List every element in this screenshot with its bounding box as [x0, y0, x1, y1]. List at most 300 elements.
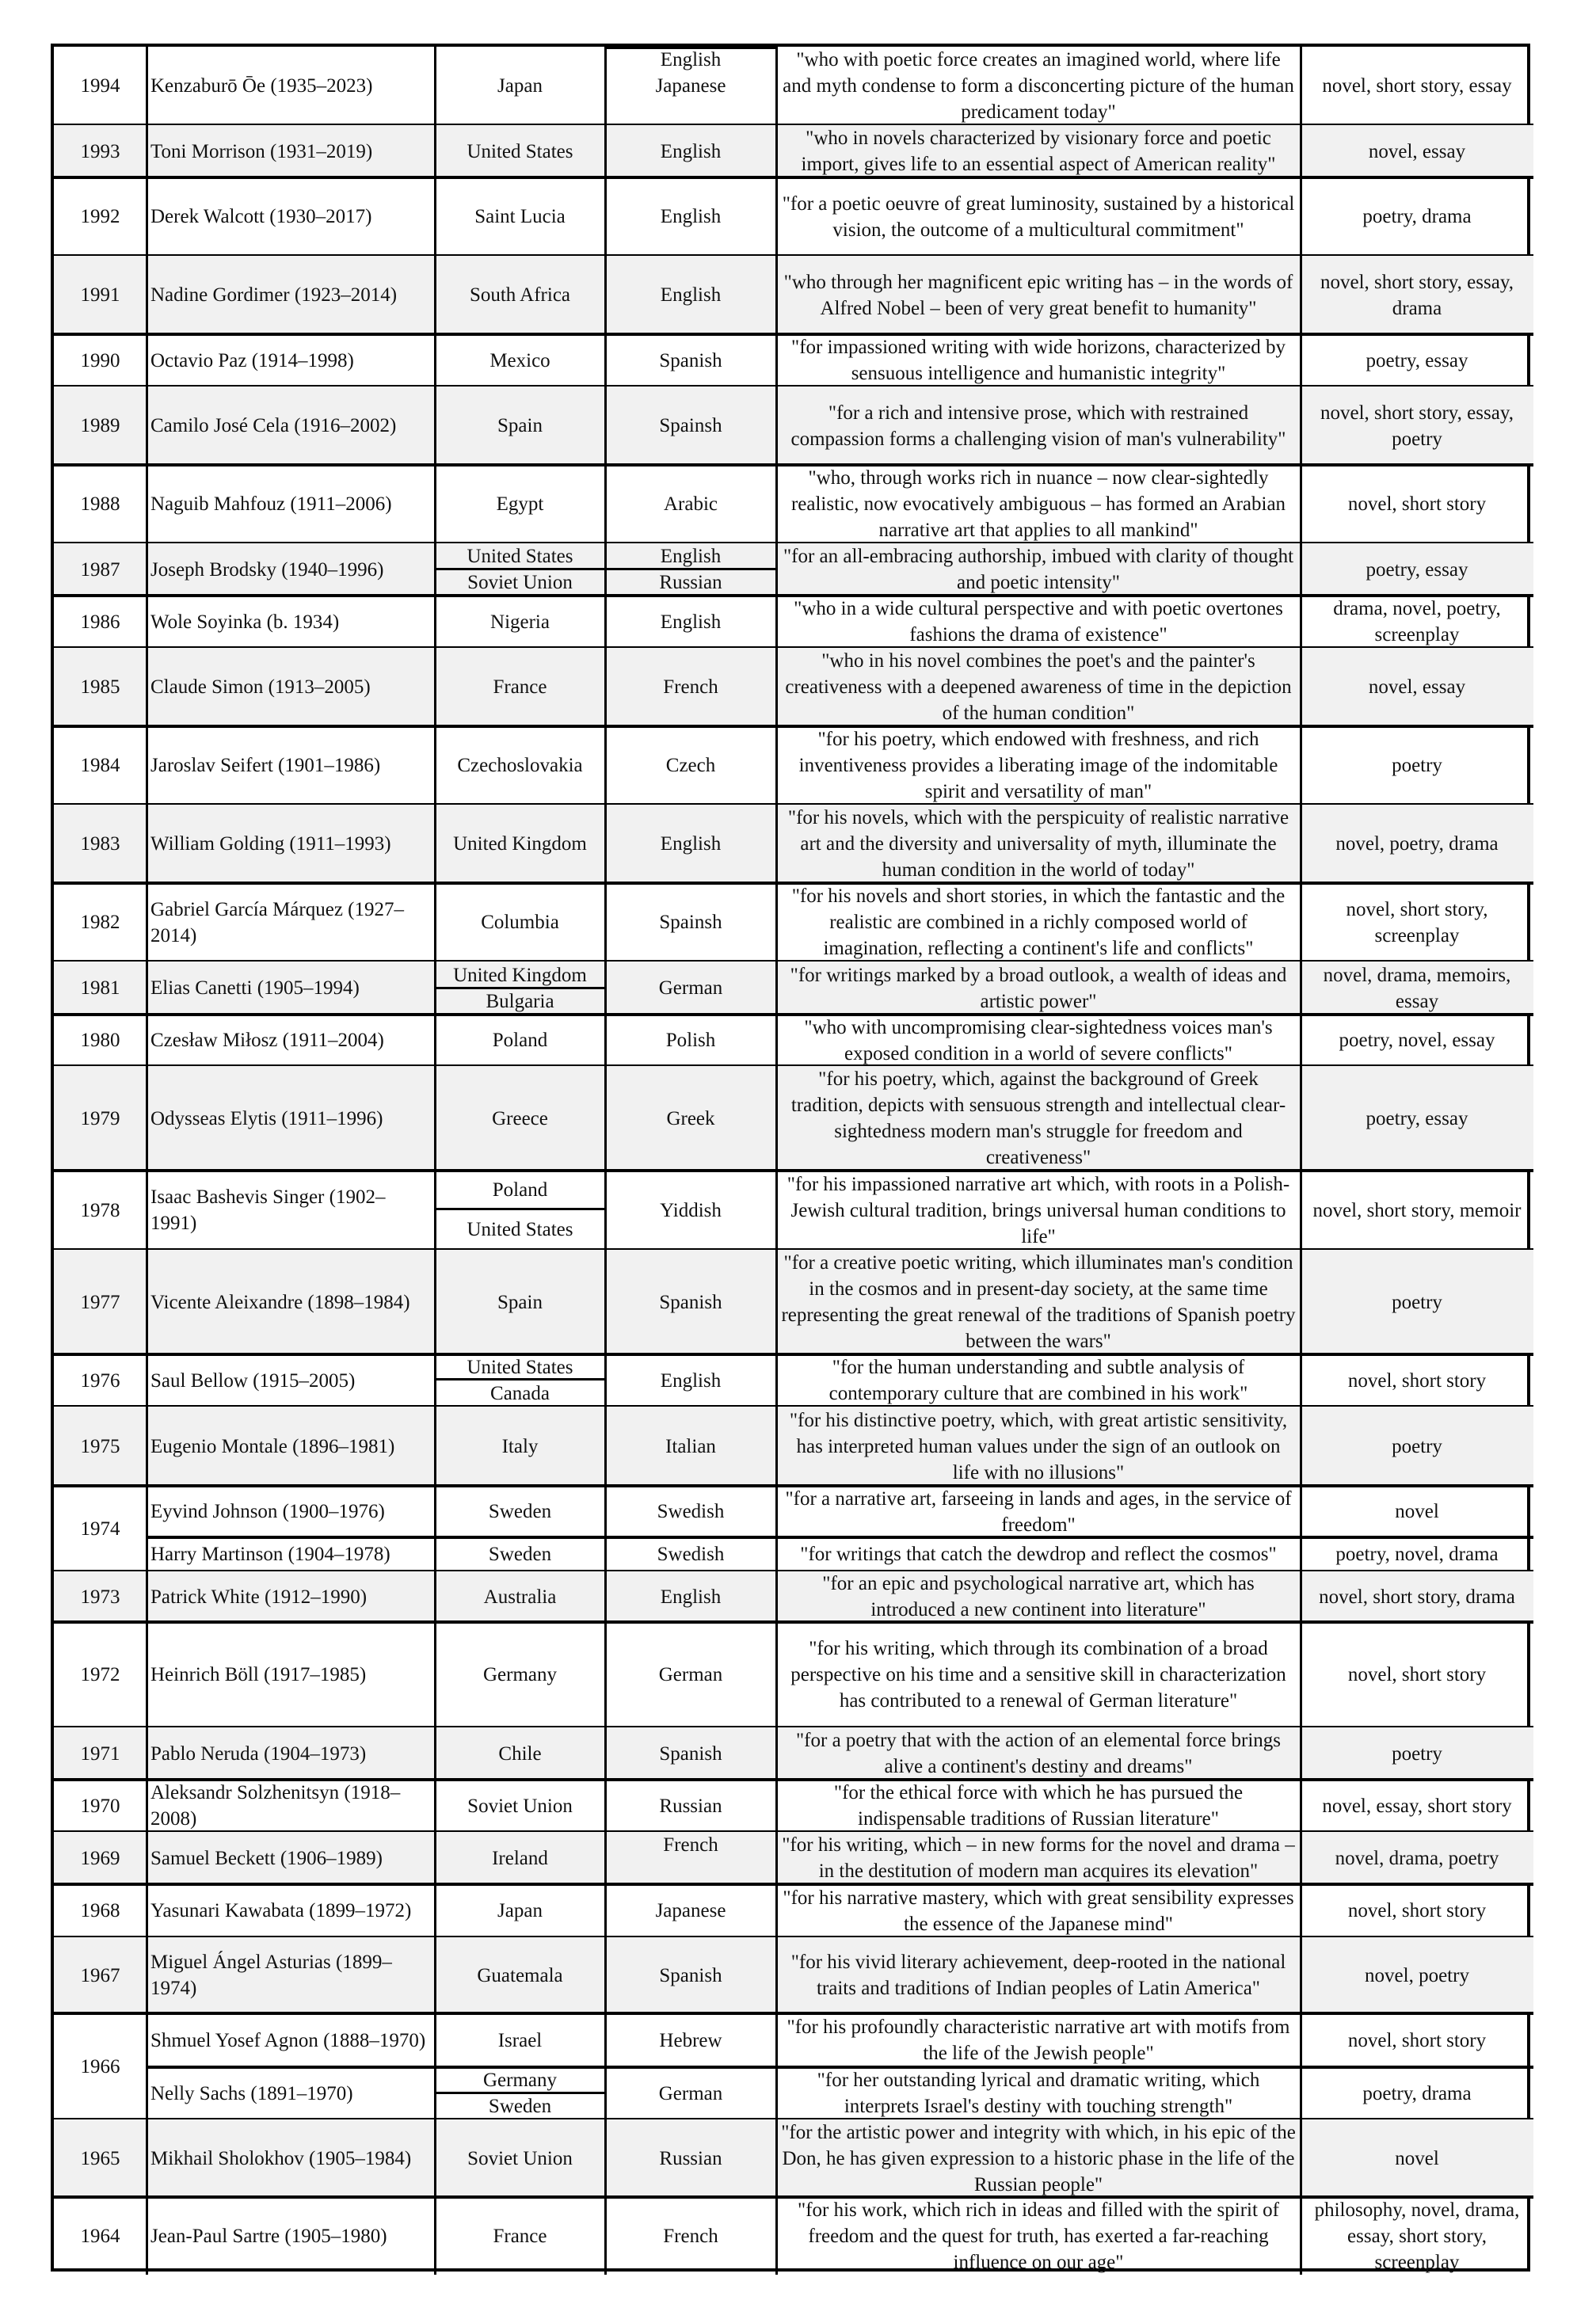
laureate-name [147, 962, 435, 1015]
country-cell-text: Czechoslovakia [457, 755, 583, 776]
citation-cell-text: "who in a wide cultural perspective and with poetic overtones fashions the drama of existence" [794, 598, 1283, 645]
genres-cell-text: novel, short story, essay, drama [1320, 271, 1514, 319]
genres-cell-text: drama, novel, poetry, screenplay [1333, 598, 1501, 645]
citation-cell-text: "for his work, which rich in ideas and filled with the spirit of freedom and the quest for truth, has exerted a far-reaching influence on our age" [798, 2199, 1279, 2273]
language-cell [605, 1937, 776, 2013]
year-cell [54, 596, 147, 648]
country-cell-text: Chile [498, 1742, 542, 1765]
language-cell [605, 1250, 776, 1354]
language-cell-text: French [663, 676, 718, 698]
language-cell-text: French [663, 2225, 718, 2247]
laureate-name-text: Mikhail Sholokhov (1905–1984) [150, 2147, 412, 2169]
country-cell [435, 1380, 605, 1407]
laureate-name-text: Yasunari Kawabata (1899–1972) [150, 1900, 412, 1921]
citation-cell-text: "for his poetry, which endowed with freshness, and rich inventiveness provides a liberating image of the indomitable spirit and versatility of man" [798, 729, 1278, 802]
language-cell [605, 1407, 776, 1486]
country-cell-text: Columbia [481, 912, 559, 933]
genres-cell [1301, 125, 1533, 177]
genres-cell [1301, 1622, 1533, 1727]
country-cell [435, 1066, 605, 1171]
laureate-name [147, 1537, 435, 1571]
year-cell-text: 1978 [80, 1199, 120, 1221]
genres-cell-text: poetry, essay [1366, 558, 1468, 581]
citation-cell [776, 1832, 1301, 1884]
language-cell [605, 805, 776, 883]
year-cell-text: 1992 [80, 206, 120, 227]
citation-cell-text: "for the artistic power and integrity with which, in his epic of the Don, he has given expression to a historic phase in the life of the Russian people" [781, 2121, 1296, 2195]
year-cell [54, 2119, 147, 2197]
country-cell-text: Bulgaria [486, 991, 554, 1012]
year-cell-text: 1985 [80, 676, 120, 698]
country-cell [435, 256, 605, 334]
country-cell [435, 1407, 605, 1486]
country-cell-text: Japan [497, 1900, 543, 1921]
country-cell-text: United States [467, 140, 573, 162]
language-cell [605, 1780, 776, 1832]
citation-cell [776, 1780, 1301, 1832]
laureate-name [147, 2067, 435, 2119]
genres-cell-text: novel, short story [1347, 1369, 1487, 1392]
country-cell [435, 883, 605, 962]
laureate-name [147, 2013, 435, 2067]
language-cell [605, 256, 776, 334]
citation-cell [776, 465, 1301, 543]
country-cell-text: Poland [492, 1030, 548, 1051]
citation-cell [776, 256, 1301, 334]
laureate-name [147, 47, 435, 125]
citation-cell-text: "for impassioned writing with wide horizons, characterized by sensuous intelligence and humanistic integrity" [791, 337, 1286, 384]
laureate-name [147, 125, 435, 177]
laureate-name [147, 648, 435, 726]
country-cell-text: Spain [497, 1291, 543, 1313]
genres-cell [1301, 1727, 1533, 1780]
citation-cell-text: "for his novels and short stories, in which the fantastic and the realistic are combined in a richly composed world of imagination, reflecting a continent's life and conflicts" [791, 885, 1286, 959]
genres-cell-text: poetry [1392, 1742, 1442, 1765]
language-cell-text: Russian [659, 572, 722, 593]
year-cell [54, 1066, 147, 1171]
genres-cell-text: poetry [1392, 1435, 1442, 1457]
genres-cell [1301, 543, 1533, 596]
citation-cell [776, 334, 1301, 387]
citation-cell-text: "for a poetic oeuvre of great luminosity, sustained by a historical vision, the outcome of a multicultural commitment" [782, 192, 1295, 241]
country-cell [435, 1250, 605, 1354]
year-cell [54, 1937, 147, 2013]
citation-cell [776, 1884, 1301, 1937]
laureate-name [147, 543, 435, 596]
genres-cell [1301, 2197, 1533, 2275]
year-cell-text: 1976 [80, 1369, 120, 1392]
genres-cell-text: poetry, essay [1366, 1107, 1468, 1129]
language-cell-text: English [660, 206, 722, 227]
country-cell-text: Poland [492, 1179, 548, 1201]
year-cell [54, 1250, 147, 1354]
citation-cell [776, 962, 1301, 1015]
genres-cell-text: novel, short story [1347, 1664, 1487, 1685]
row-divider [605, 47, 776, 49]
year-cell-text: 1974 [80, 1518, 120, 1540]
laureate-name-text: Aleksandr Solzhenitsyn (1918–2008) [150, 1782, 401, 1830]
citation-cell [776, 1486, 1301, 1537]
genres-cell-text: poetry, drama [1362, 206, 1472, 227]
citation-cell-text: "for her outstanding lyrical and dramatic writing, which interprets Israel's destiny with touching strength" [817, 2070, 1260, 2117]
genres-cell-text: novel, short story, essay, poetry [1320, 402, 1514, 450]
country-cell [435, 1832, 605, 1884]
language-cell-text: Spainsh [659, 415, 722, 436]
laureate-name-text: Shmuel Yosef Agnon (1888–1970) [150, 2029, 426, 2051]
year-cell-text: 1993 [80, 140, 120, 162]
language-cell-text: English [660, 1369, 722, 1392]
citation-cell-text: "for an all-embracing authorship, imbued with clarity of thought and poetic intensity" [783, 546, 1294, 593]
country-cell [435, 47, 605, 125]
citation-cell [776, 177, 1301, 256]
laureate-name [147, 334, 435, 387]
country-cell-text: Australia [483, 1586, 557, 1608]
laureate-name [147, 387, 435, 465]
laureate-name [147, 726, 435, 805]
year-cell [54, 334, 147, 387]
laureate-name-text: Claude Simon (1913–2005) [150, 676, 371, 698]
year-cell-text: 1977 [80, 1291, 120, 1313]
citation-cell [776, 2067, 1301, 2119]
year-cell [54, 1015, 147, 1066]
language-cell [605, 1571, 776, 1622]
laureate-name-text: Camilo José Cela (1916–2002) [150, 415, 397, 436]
laureate-name-text: Nelly Sachs (1891–1970) [150, 2082, 353, 2104]
citation-cell [776, 1622, 1301, 1727]
citation-cell-text: "for his narrative mastery, which with great sensibility expresses the essence of the Japanese mind" [783, 1887, 1294, 1935]
country-cell [435, 2013, 605, 2067]
laureate-name-text: Octavio Paz (1914–1998) [150, 349, 354, 371]
laureate-name-text: Eugenio Montale (1896–1981) [150, 1435, 395, 1457]
country-cell-text: Guatemala [477, 1964, 563, 1986]
country-cell [435, 1537, 605, 1571]
genres-cell-text: novel, short story, memoir [1312, 1199, 1522, 1221]
citation-cell [776, 805, 1301, 883]
language-cell [605, 962, 776, 1015]
genres-cell [1301, 726, 1533, 805]
country-cell [435, 805, 605, 883]
language-cell [605, 334, 776, 387]
citation-cell-text: "for writings marked by a broad outlook, a wealth of ideas and artistic power" [790, 964, 1287, 1012]
year-cell-text: 1986 [80, 611, 120, 633]
laureate-name [147, 596, 435, 648]
laureate-name-text: Derek Walcott (1930–2017) [150, 206, 372, 227]
genres-cell [1301, 805, 1533, 883]
year-cell-text: 1983 [80, 833, 120, 855]
laureate-name [147, 1937, 435, 2013]
language-cell-text: Arabic [663, 493, 718, 515]
year-cell [54, 726, 147, 805]
genres-cell [1301, 1250, 1533, 1354]
genres-cell [1301, 177, 1533, 256]
year-cell [54, 1780, 147, 1832]
genres-cell-text: novel, poetry [1365, 1964, 1469, 1986]
genres-cell [1301, 1407, 1533, 1486]
laureate-name [147, 1015, 435, 1066]
year-cell-text: 1975 [80, 1435, 120, 1457]
language-cell-text: Russian [659, 2147, 722, 2169]
genres-cell [1301, 2119, 1533, 2197]
genres-cell-text: novel, short story [1347, 2029, 1487, 2051]
year-cell-text: 1972 [80, 1664, 120, 1685]
year-cell [54, 125, 147, 177]
citation-cell [776, 1727, 1301, 1780]
language-cell [605, 2013, 776, 2067]
country-cell-text: Spain [497, 415, 543, 436]
country-cell-text: United States [467, 1356, 573, 1378]
citation-cell [776, 726, 1301, 805]
country-cell-text: Soviet Union [467, 2147, 573, 2169]
genres-cell [1301, 256, 1533, 334]
citation-cell-text: "for a creative poetic writing, which illuminates man's condition in the cosmos and in present-day society, at the same time representing the great renewal of the traditions of Spanish poetry between the wars" [781, 1252, 1296, 1352]
citation-cell [776, 596, 1301, 648]
country-cell [435, 2093, 605, 2119]
genres-cell [1301, 1354, 1533, 1407]
laureate-name [147, 2197, 435, 2275]
country-cell-text: Italy [501, 1435, 539, 1457]
laureate-name [147, 1884, 435, 1937]
year-cell-text: 1980 [80, 1030, 120, 1051]
laureate-name [147, 883, 435, 962]
column-divider [604, 47, 607, 2275]
laureate-name-text: Gabriel García Márquez (1927–2014) [150, 898, 404, 946]
year-cell [54, 1354, 147, 1407]
year-cell [54, 1571, 147, 1622]
genres-cell-text: poetry [1392, 755, 1442, 776]
language-cell-text: Spanish [659, 1964, 722, 1986]
country-cell-text: Egypt [496, 493, 544, 515]
year-cell [54, 1832, 147, 1884]
laureate-name [147, 1571, 435, 1622]
country-cell [435, 648, 605, 726]
genres-cell [1301, 2013, 1533, 2067]
genres-cell [1301, 962, 1533, 1015]
country-cell [435, 1209, 605, 1250]
laureate-name-text: Eyvind Johnson (1900–1976) [150, 1501, 385, 1522]
language-cell [605, 1884, 776, 1937]
country-cell [435, 2067, 605, 2093]
year-cell-text: 1968 [80, 1900, 120, 1921]
genres-cell-text: novel, short story, essay [1322, 75, 1512, 97]
country-cell [435, 1727, 605, 1780]
language-cell-text: Spainsh [659, 912, 722, 933]
country-cell [435, 2197, 605, 2275]
year-cell [54, 1884, 147, 1937]
laureate-name [147, 1066, 435, 1171]
laureate-name-text: Harry Martinson (1904–1978) [150, 1544, 390, 1565]
language-cell [605, 1171, 776, 1250]
genres-cell [1301, 47, 1533, 125]
language-cell-text: English [660, 1586, 722, 1608]
country-cell-text: Ireland [492, 1847, 548, 1869]
year-cell [54, 177, 147, 256]
language-cell [605, 387, 776, 465]
country-cell-text: Nigeria [490, 611, 550, 633]
year-cell [54, 1171, 147, 1250]
genres-cell-text: novel, essay, short story [1322, 1795, 1512, 1817]
citation-cell-text: "for his distinctive poetry, which, with great artistic sensitivity, has interpreted human values under the sign of an outlook on life with no illusions" [789, 1409, 1288, 1483]
genres-cell [1301, 334, 1533, 387]
year-cell-text: 1981 [80, 977, 120, 999]
language-cell [605, 2197, 776, 2275]
country-cell-text: South Africa [469, 284, 571, 306]
genres-cell-text: novel, drama, poetry [1335, 1847, 1499, 1869]
country-cell [435, 726, 605, 805]
language-cell-text: German [658, 977, 723, 999]
year-cell-text: 1982 [80, 912, 120, 933]
citation-cell [776, 543, 1301, 596]
year-cell [54, 387, 147, 465]
country-cell-text: United States [467, 546, 573, 567]
citation-cell-text: "for the human understanding and subtle analysis of contemporary culture that are combined in his work" [828, 1357, 1248, 1404]
citation-cell [776, 2197, 1301, 2275]
country-cell [435, 2119, 605, 2197]
year-cell-text: 1973 [80, 1586, 120, 1608]
citation-cell [776, 1015, 1301, 1066]
year-cell [54, 1486, 147, 1571]
language-cell-text: Swedish [657, 1544, 725, 1565]
language-cell [605, 2119, 776, 2197]
language-cell [605, 125, 776, 177]
genres-cell [1301, 1780, 1533, 1832]
genres-cell-text: novel, short story [1347, 493, 1487, 515]
genres-cell-text: novel, poetry, drama [1335, 833, 1499, 855]
country-cell-text: France [493, 676, 547, 698]
language-cell [605, 1622, 776, 1727]
country-cell-text: Soviet Union [467, 572, 573, 593]
country-cell-text: Soviet Union [467, 1795, 573, 1817]
country-cell-text: France [493, 2225, 547, 2247]
language-cell [605, 1486, 776, 1537]
laureate-name [147, 1780, 435, 1832]
genres-cell [1301, 883, 1533, 962]
citation-cell [776, 125, 1301, 177]
year-cell [54, 465, 147, 543]
laureate-name-text: Heinrich Böll (1917–1985) [150, 1664, 367, 1685]
country-cell-text: United Kingdom [453, 964, 587, 986]
language-cell [605, 648, 776, 726]
citation-cell-text: "for his novels, which with the perspicuity of realistic narrative art and the diversity and universality of myth, illuminate the human condition in the world of today" [787, 807, 1289, 881]
laureate-name [147, 1486, 435, 1537]
language-cell-text: French [663, 1834, 718, 1856]
row-divider [435, 1208, 605, 1210]
genres-cell [1301, 1171, 1533, 1250]
language-cell [605, 465, 776, 543]
language-cell-text: Italian [665, 1435, 716, 1457]
country-cell-text: Israel [497, 2029, 543, 2051]
citation-cell [776, 1571, 1301, 1622]
language-cell-text: Spanish [659, 1742, 722, 1765]
country-cell [435, 1622, 605, 1727]
language-cell-text: Japanese [655, 1900, 726, 1921]
language-cell-text: English [660, 833, 722, 855]
country-cell-text: Germany [482, 1664, 558, 1685]
genres-cell-text: novel, essay [1368, 140, 1466, 162]
country-cell [435, 543, 605, 569]
language-cell-text: Japanese [655, 75, 726, 97]
language-cell [605, 726, 776, 805]
citation-cell-text: "for an epic and psychological narrative art, which has introduced a new continent into literature" [822, 1573, 1255, 1620]
citation-cell [776, 883, 1301, 962]
language-cell-text: English [660, 546, 722, 567]
genres-cell [1301, 387, 1533, 465]
country-cell [435, 1780, 605, 1832]
language-cell-text: Greek [666, 1107, 715, 1129]
genres-cell-text: poetry, essay [1366, 349, 1468, 371]
year-cell-text: 1991 [80, 284, 120, 306]
year-cell [54, 2013, 147, 2119]
genres-cell-text: novel, short story, drama [1319, 1586, 1515, 1608]
citation-cell-text: "who in his novel combines the poet's and the painter's creativeness with a deepened awareness of time in the depiction of the human condition" [785, 650, 1292, 724]
year-cell [54, 1727, 147, 1780]
laureate-name-text: Jaroslav Seifert (1901–1986) [150, 755, 381, 776]
genres-cell-text: novel [1395, 2147, 1439, 2169]
citation-cell [776, 1250, 1301, 1354]
year-cell [54, 962, 147, 1015]
genres-cell [1301, 465, 1533, 543]
language-cell-text: English [660, 284, 722, 306]
laureate-name [147, 1171, 435, 1250]
year-cell [54, 648, 147, 726]
laureate-name-text: Elias Canetti (1905–1994) [150, 977, 360, 999]
country-cell [435, 465, 605, 543]
country-cell [435, 387, 605, 465]
country-cell [435, 569, 605, 596]
country-cell-text: Sweden [488, 1501, 552, 1522]
year-cell [54, 543, 147, 596]
year-cell [54, 256, 147, 334]
laureate-name-text: Naguib Mahfouz (1911–2006) [150, 493, 392, 515]
citation-cell-text: "who with poetic force creates an imagined world, where life and myth condense to form a disconcerting picture of the human predicament today" [783, 49, 1294, 123]
country-cell-text: United Kingdom [453, 833, 587, 855]
genres-cell [1301, 1066, 1533, 1171]
citation-cell-text: "for his writing, which through its combination of a broad perspective on his time and a sensitive skill in characterization has contributed to a renewal of German literature" [790, 1638, 1286, 1712]
citation-cell-text: "for a narrative art, farseeing in lands and ages, in the service of freedom" [785, 1487, 1292, 1536]
language-cell-text: Hebrew [659, 2029, 722, 2051]
year-cell-text: 1967 [80, 1964, 120, 1986]
language-cell-text: Spanish [659, 349, 722, 371]
year-cell [54, 2197, 147, 2275]
language-cell-text: Czech [665, 755, 716, 776]
laureate-name [147, 1250, 435, 1354]
language-cell-text: English [660, 611, 722, 633]
language-cell [605, 47, 776, 73]
laureate-name-text: William Golding (1911–1993) [150, 833, 391, 855]
citation-cell-text: "for his impassioned narrative art which, with roots in a Polish-Jewish cultural tradition, brings universal human conditions to life" [787, 1173, 1290, 1247]
citation-cell [776, 1171, 1301, 1250]
year-cell-text: 1966 [80, 2055, 120, 2077]
year-cell-text: 1994 [80, 75, 120, 97]
year-cell-text: 1969 [80, 1847, 120, 1869]
genres-cell [1301, 596, 1533, 648]
country-cell-text: Sweden [488, 2096, 552, 2117]
genres-cell [1301, 1537, 1533, 1571]
citation-cell-text: "for his vivid literary achievement, deep-rooted in the national traits and traditions of Indian peoples of Latin America" [790, 1952, 1286, 1999]
year-cell [54, 805, 147, 883]
year-cell-text: 1970 [80, 1795, 120, 1817]
laureate-name [147, 2119, 435, 2197]
laureate-name [147, 465, 435, 543]
year-cell-text: 1989 [80, 415, 120, 436]
laureate-name [147, 1832, 435, 1884]
genres-cell-text: novel, essay [1368, 676, 1466, 698]
country-cell [435, 1937, 605, 2013]
laureate-name-text: Miguel Ángel Asturias (1899–1974) [150, 1952, 392, 1999]
laureate-name-text: Jean-Paul Sartre (1905–1980) [150, 2225, 387, 2247]
laureate-name-text: Czesław Miłosz (1911–2004) [150, 1030, 384, 1051]
genres-cell-text: poetry [1392, 1291, 1442, 1313]
citation-cell [776, 1407, 1301, 1486]
